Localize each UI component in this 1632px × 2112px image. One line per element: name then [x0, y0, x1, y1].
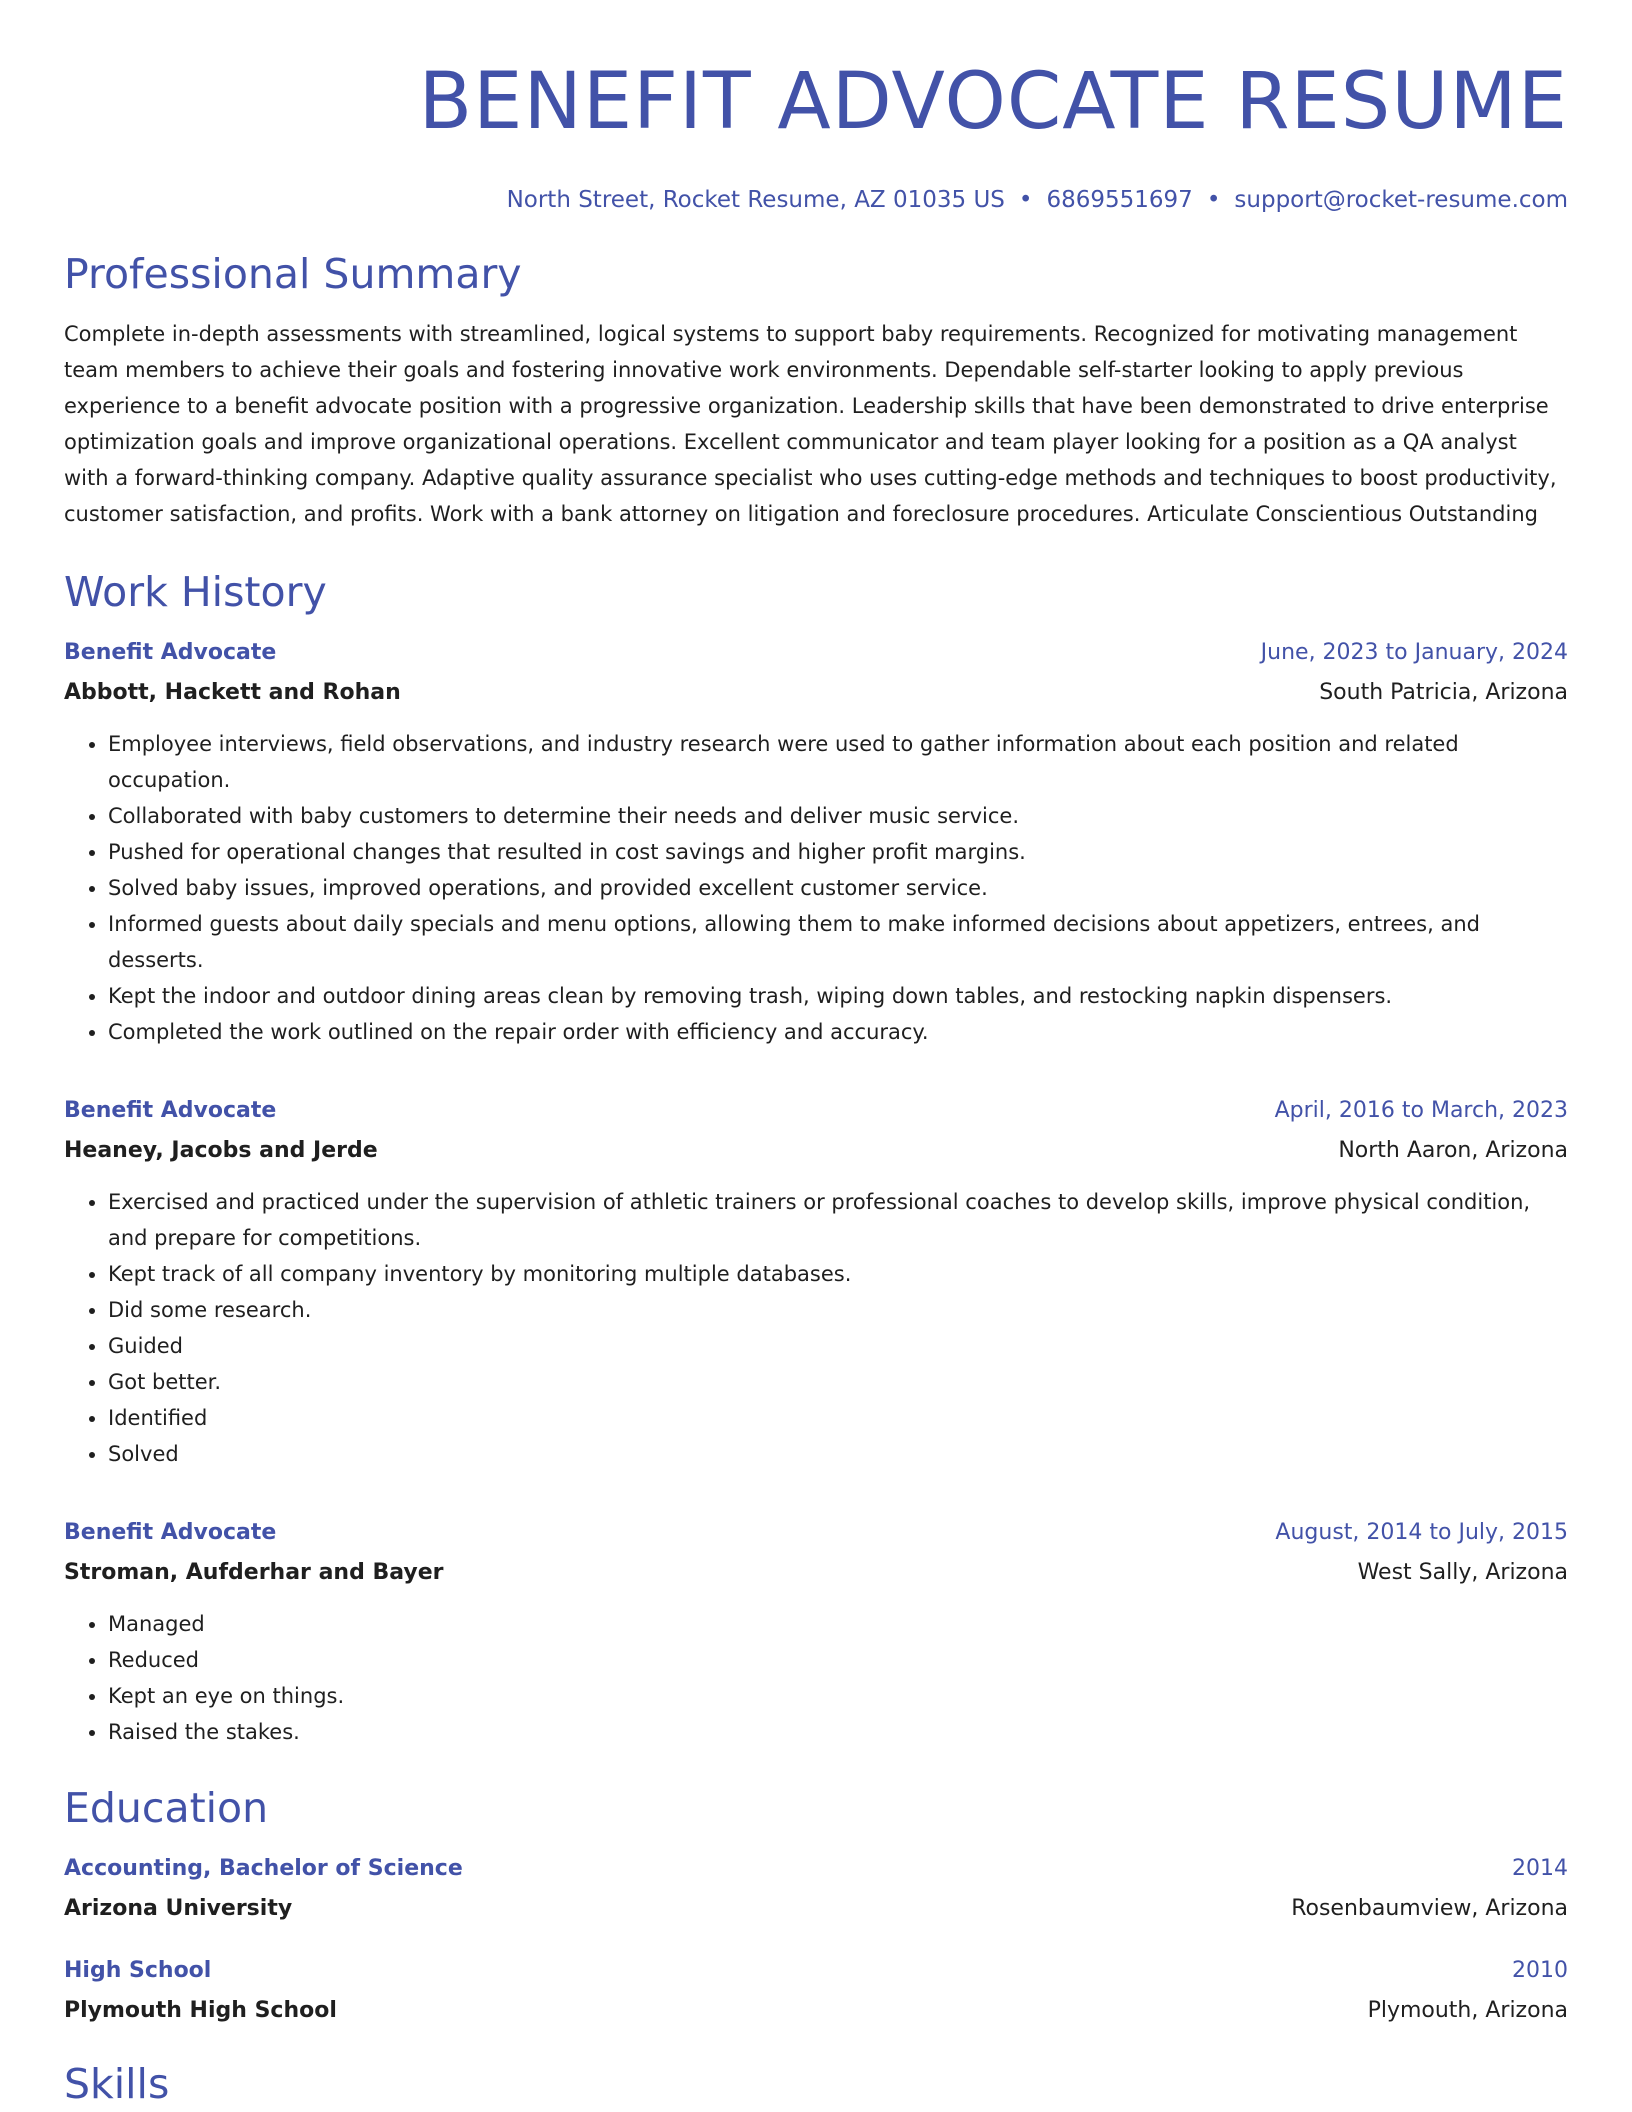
section-title-skills: Skills: [64, 2060, 170, 2108]
job-dates: June, 2023 to January, 2024: [1260, 640, 1568, 665]
job-bullet-item: • Kept track of all company inventory by monitoring multiple databases.: [108, 1256, 1568, 1292]
job-header-row: [64, 1516, 1568, 1550]
resume-page: [64, 0, 1568, 2112]
education-year: 2010: [1512, 1958, 1568, 1983]
education-degree: Accounting, Bachelor of Science: [64, 1856, 463, 1881]
job-company-row: [64, 1556, 1568, 1590]
job-bullet-item: • Identified: [108, 1400, 1568, 1436]
job-title: Benefit Advocate: [64, 1098, 277, 1123]
job-location: North Aaron, Arizona: [1338, 1138, 1568, 1163]
job-dates: April, 2016 to March, 2023: [1274, 1098, 1568, 1123]
contact-phone: 6869551697: [1046, 187, 1193, 213]
education-degree: High School: [64, 1958, 212, 1983]
education-header-row: [64, 1954, 1568, 1988]
job-bullet-item: • Managed: [108, 1606, 1568, 1642]
job-location: South Patricia, Arizona: [1319, 680, 1568, 705]
section-title-work-history: Work History: [64, 568, 327, 616]
job-dates: August, 2014 to July, 2015: [1275, 1520, 1568, 1545]
contact-email: support@rocket-resume.com: [1234, 187, 1568, 213]
job-header-row: [64, 1094, 1568, 1128]
contact-line: [64, 184, 1568, 216]
job-company: Heaney, Jacobs and Jerde: [64, 1138, 378, 1163]
job-bullet-item: • Completed the work outlined on the repair order with efficiency and accuracy.: [108, 1014, 1568, 1050]
job-bullet-item: • Raised the stakes.: [108, 1714, 1568, 1750]
job-bullet-item: • Informed guests about daily specials and menu options, allowing them to make informed decisions about appetizers, entrees, and desserts.: [108, 906, 1568, 978]
contact-separator: •: [1018, 187, 1033, 213]
contact-separator: •: [1206, 187, 1221, 213]
education-school-row: [64, 1994, 1568, 2028]
education-school-row: [64, 1892, 1568, 1926]
section-title-education: Education: [64, 1784, 269, 1832]
education-location: Plymouth, Arizona: [1367, 1998, 1568, 2023]
job-location: West Sally, Arizona: [1357, 1560, 1568, 1585]
job-company: Abbott, Hackett and Rohan: [64, 680, 401, 705]
job-bullet-item: • Solved: [108, 1436, 1568, 1472]
education-year: 2014: [1512, 1856, 1568, 1881]
job-entry: [64, 1094, 1568, 1472]
job-bullet-item: • Reduced: [108, 1642, 1568, 1678]
job-entry: [64, 636, 1568, 1050]
job-company: Stroman, Aufderhar and Bayer: [64, 1560, 444, 1585]
job-bullet-item: • Solved baby issues, improved operations, and provided excellent customer service.: [108, 870, 1568, 906]
education-entry: [64, 1852, 1568, 1926]
job-bullet-item: • Employee interviews, field observations, and industry research were used to gather information about each position and related occupation.: [108, 726, 1568, 798]
job-header-row: [64, 636, 1568, 670]
job-company-row: [64, 1134, 1568, 1168]
job-bullet-list: [64, 1184, 1568, 1472]
summary-text: Complete in-depth assessments with streamlined, logical systems to support baby requirements. Recognized for motivating management team members to achieve their goals and fostering innovative work environments. Dependable self-starter looking to apply previous experience to a benefit advocate position with a progressive organization. Leadership skills that have been demonstrated to drive enterprise optimization goals and improve organizational operations. Excellent communicator and team player looking for a position as a QA analyst with a forward-thinking company. Adaptive quality assurance specialist who uses cutting-edge methods and techniques to boost productivity, customer satisfaction, and profits. Work with a bank attorney on litigation and foreclosure procedures. Articulate Conscientious Outstanding: [64, 322, 1557, 526]
job-bullet-item: • Kept an eye on things.: [108, 1678, 1568, 1714]
job-title: Benefit Advocate: [64, 640, 277, 665]
work-history-list: [64, 636, 1568, 1750]
education-school: Arizona University: [64, 1896, 293, 1921]
education-list: [64, 1852, 1568, 2028]
education-entry: [64, 1954, 1568, 2028]
education-school: Plymouth High School: [64, 1998, 337, 2023]
job-bullet-list: [64, 1606, 1568, 1750]
job-entry: [64, 1516, 1568, 1750]
job-bullet-item: • Guided: [108, 1328, 1568, 1364]
job-bullet-item: • Got better.: [108, 1364, 1568, 1400]
job-bullet-list: [64, 726, 1568, 1050]
job-bullet-item: • Did some research.: [108, 1292, 1568, 1328]
resume-title: BENEFIT ADVOCATE RESUME: [418, 57, 1568, 147]
job-bullet-item: • Exercised and practiced under the supervision of athletic trainers or professional coaches to develop skills, improve physical condition, and prepare for competitions.: [108, 1184, 1568, 1256]
education-location: Rosenbaumview, Arizona: [1291, 1896, 1568, 1921]
job-bullet-item: • Collaborated with baby customers to determine their needs and deliver music service.: [108, 798, 1568, 834]
section-title-summary: Professional Summary: [64, 250, 522, 298]
education-header-row: [64, 1852, 1568, 1886]
job-bullet-item: • Kept the indoor and outdoor dining areas clean by removing trash, wiping down tables, and restocking napkin dispensers.: [108, 978, 1568, 1014]
job-bullet-item: • Pushed for operational changes that resulted in cost savings and higher profit margins.: [108, 834, 1568, 870]
job-company-row: [64, 676, 1568, 710]
job-title: Benefit Advocate: [64, 1520, 277, 1545]
contact-address: North Street, Rocket Resume, AZ 01035 US: [506, 187, 1005, 213]
